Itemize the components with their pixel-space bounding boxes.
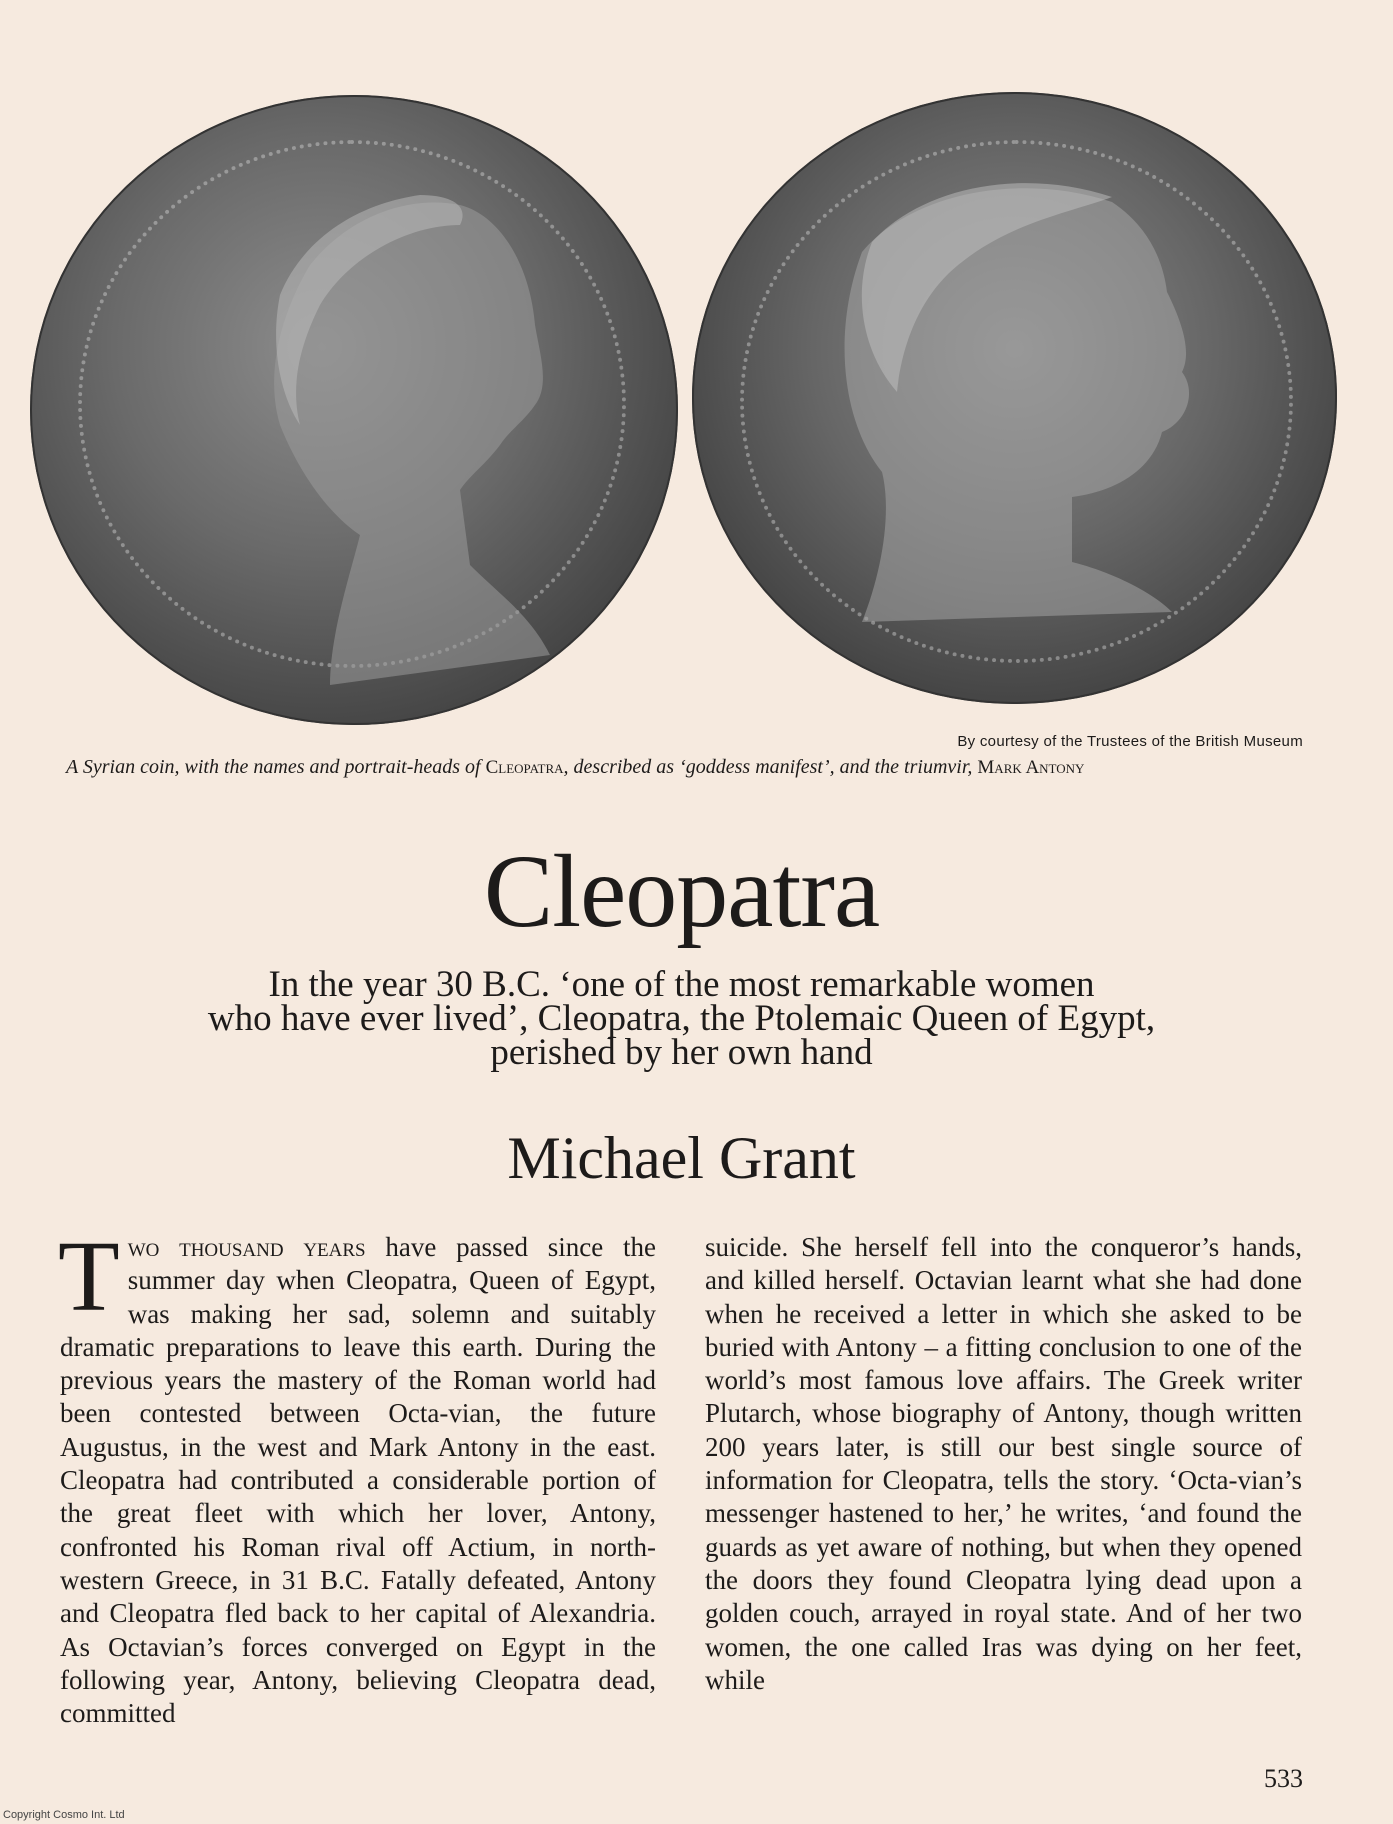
caption-name-antony: Mark Antony bbox=[977, 757, 1085, 778]
article-title: Cleopatra bbox=[483, 834, 880, 949]
caption-name-cleopatra: Cleopatra bbox=[485, 757, 564, 778]
coin-photograph bbox=[0, 0, 1393, 740]
mark-antony-portrait bbox=[692, 92, 1337, 704]
photo-credit: By courtesy of the Trustees of the British Museum bbox=[957, 733, 1303, 750]
article-subtitle bbox=[120, 964, 1243, 1073]
copyright-notice: Copyright Cosmo Int. Ltd bbox=[3, 1809, 125, 1821]
caption-text-2: , described as ‘goddess manifest’, and the triumvir, bbox=[563, 756, 978, 778]
column-1-text: have passed since the summer day when Cleopatra, Queen of Egypt, was making her sad, solemn and suitably dramatic preparations to leave this earth. During the previous years the mastery of the Roman world had been contested between Octa-vian, the future Augustus, in the west and Mark Antony in the east. Cleopatra had contributed a considerable portion of the great fleet with which her lover, Antony, confronted his Roman rival off Actium, in north-western Greece, in 31 B.C. Fatally defeated, Antony and Cleopatra fled back to her capital of Alexandria. As Octavian’s forces converged on Egypt in the following year, Antony, believing Cleopatra dead, committed bbox=[60, 1232, 656, 1729]
article-author: Michael Grant bbox=[507, 1125, 856, 1191]
figure-caption bbox=[66, 756, 1346, 779]
cleopatra-portrait bbox=[30, 95, 678, 725]
subtitle-line-1: In the year 30 B.C. ‘one of the most remarkable women bbox=[268, 964, 1095, 1005]
body-column-2 bbox=[705, 1231, 1302, 1697]
subtitle-line-3: perished by her own hand bbox=[490, 1032, 873, 1073]
page-number: 533 bbox=[1264, 1764, 1303, 1793]
subtitle-line-2: who have ever lived’, Cleopatra, the Ptolemaic Queen of Egypt, bbox=[207, 998, 1156, 1039]
caption-text-1: A Syrian coin, with the names and portrait-heads of bbox=[66, 756, 486, 778]
lead-in-smallcaps: wo thousand years bbox=[127, 1232, 366, 1262]
column-2-text: suicide. She herself fell into the conqueror’s hands, and killed herself. Octavian learnt what she had done when he received a letter in which she asked to be buried with Antony – a fitting conclusion to one of the world’s most famous love affairs. The Greek writer Plutarch, whose biography of Antony, though written 200 years later, is still our best single source of information for Cleopatra, tells the story. ‘Octa-vian’s messenger hastened to her,’ he writes, ‘and found the guards as yet aware of nothing, but when they opened the doors they found Cleopatra lying dead upon a golden couch, arrayed in royal state. And of her two women, the one called Iras was dying on her feet, while bbox=[705, 1232, 1302, 1695]
body-column-1 bbox=[58, 1220, 656, 1730]
drop-cap: T bbox=[58, 1220, 120, 1332]
